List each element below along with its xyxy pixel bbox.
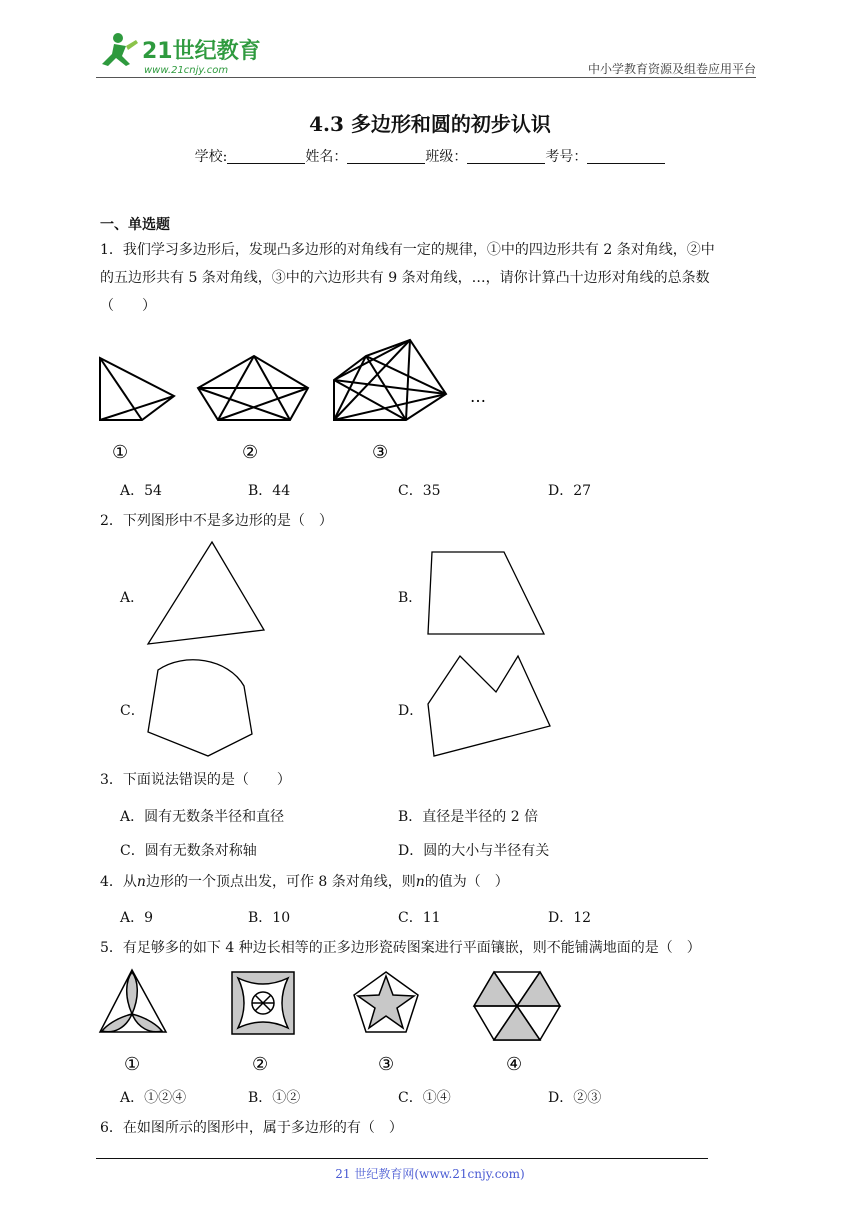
q1-option-c[interactable]: C．35 <box>398 483 441 499</box>
q3-option-c[interactable]: C．圆有无数条对称轴 <box>120 843 257 859</box>
q2-curved-shape <box>144 652 264 762</box>
q4-option-d[interactable]: D．12 <box>548 910 592 926</box>
class-blank[interactable] <box>467 149 545 164</box>
q5-option-b[interactable]: B．①② <box>248 1090 301 1106</box>
q3-option-a[interactable]: A．圆有无数条半径和直径 <box>120 809 285 825</box>
student-info-line <box>0 146 860 166</box>
question-3-stem: 3．下面说法错误的是（ ） <box>100 772 291 788</box>
q5-figure-label-1: ① <box>124 1054 141 1075</box>
site-logo <box>96 30 266 78</box>
q2-triangle-shape <box>140 538 270 648</box>
quadrilateral-shape <box>100 358 174 420</box>
q1-option-b[interactable]: B．44 <box>248 483 291 499</box>
footer-text[interactable]: 21 世纪教育网(www.21cnjy.com) <box>335 1167 525 1181</box>
q2-trapezoid-shape <box>420 546 550 638</box>
question-1-line-2: 的五边形共有 5 条对角线，③中的六边形共有 9 条对角线，…，请你计算凸十边形对角线的总条数 <box>100 270 710 286</box>
q5-figure-label-4: ④ <box>506 1054 523 1075</box>
q5-figure-label-3: ③ <box>378 1054 395 1075</box>
q5-figure-label-2: ② <box>252 1054 269 1075</box>
q1-option-d[interactable]: D．27 <box>548 483 592 499</box>
q1-option-a[interactable]: A．54 <box>120 483 162 499</box>
question-5-figure <box>96 966 566 1076</box>
name-blank[interactable] <box>347 149 425 164</box>
pentagon-star-tile <box>354 972 418 1032</box>
q3-option-d[interactable]: D．圆的大小与半径有关 <box>398 843 550 859</box>
q5-option-a[interactable]: A．①②④ <box>120 1090 187 1106</box>
ellipsis-text: … <box>470 387 486 406</box>
question-6-stem: 6．在如图所示的图形中，属于多边形的有（ ） <box>100 1120 403 1136</box>
name-label: 姓名： <box>305 149 348 165</box>
q4-option-b[interactable]: B．10 <box>248 910 291 926</box>
question-1-line-1: 1．我们学习多边形后，发现凸多边形的对角线有一定的规律，①中的四边形共有 2 条对角线，②中 <box>100 242 715 258</box>
question-4-stem: 4．从n边形的一个顶点出发，可作 8 条对角线，则n的值为（ ） <box>100 874 509 890</box>
q4-option-a[interactable]: A．9 <box>120 910 154 926</box>
square-tile <box>232 972 294 1034</box>
q2-option-b[interactable]: B． <box>398 590 423 606</box>
exam-no-label: 考号： <box>545 149 588 165</box>
figure-label-3: ③ <box>372 442 389 463</box>
q2-irregular-polygon-shape <box>422 652 558 762</box>
q3-option-b[interactable]: B．直径是半径的 2 倍 <box>398 809 539 825</box>
figure-label-1: ① <box>112 442 129 463</box>
hexagon-shape <box>334 340 446 420</box>
header-divider <box>96 77 756 78</box>
footer-divider <box>96 1158 708 1159</box>
q5-option-c[interactable]: C．①④ <box>398 1090 451 1106</box>
question-2-stem: 2．下列图形中不是多边形的是（ ） <box>100 513 333 529</box>
header-platform-text: 中小学教育资源及组卷应用平台 <box>587 62 756 76</box>
q2-option-c[interactable]: C． <box>120 703 145 719</box>
question-1-stem <box>100 236 760 320</box>
triangle-tile <box>100 970 166 1032</box>
q5-option-d[interactable]: D．②③ <box>548 1090 602 1106</box>
logo-text: 21世纪教育 <box>142 39 261 64</box>
hexagon-tile <box>474 972 560 1040</box>
runner-logo-icon <box>102 33 138 66</box>
school-blank[interactable] <box>227 149 305 164</box>
figure-label-2: ② <box>242 442 259 463</box>
q2-option-d[interactable]: D． <box>398 703 424 719</box>
section-title: 一、单选题 <box>100 217 170 233</box>
school-label: 学校: <box>194 149 228 165</box>
variable-n: n <box>415 874 425 890</box>
logo-url-text: www.21cnjy.com <box>144 65 229 76</box>
variable-n: n <box>136 874 146 890</box>
exam-no-blank[interactable] <box>587 149 665 164</box>
q2-option-a[interactable]: A． <box>120 590 145 606</box>
page-title: 4.3 多边形和圆的初步认识 <box>309 112 551 136</box>
q4-option-c[interactable]: C．11 <box>398 910 441 926</box>
question-5-stem: 5．有足够多的如下 4 种边长相等的正多边形瓷砖图案进行平面镶嵌，则不能铺满地面的是（ ） <box>100 940 701 956</box>
class-label: 班级： <box>425 149 468 165</box>
pentagon-shape <box>198 356 308 420</box>
question-1-figure <box>96 336 496 466</box>
question-1-line-3: （ ） <box>100 298 156 314</box>
